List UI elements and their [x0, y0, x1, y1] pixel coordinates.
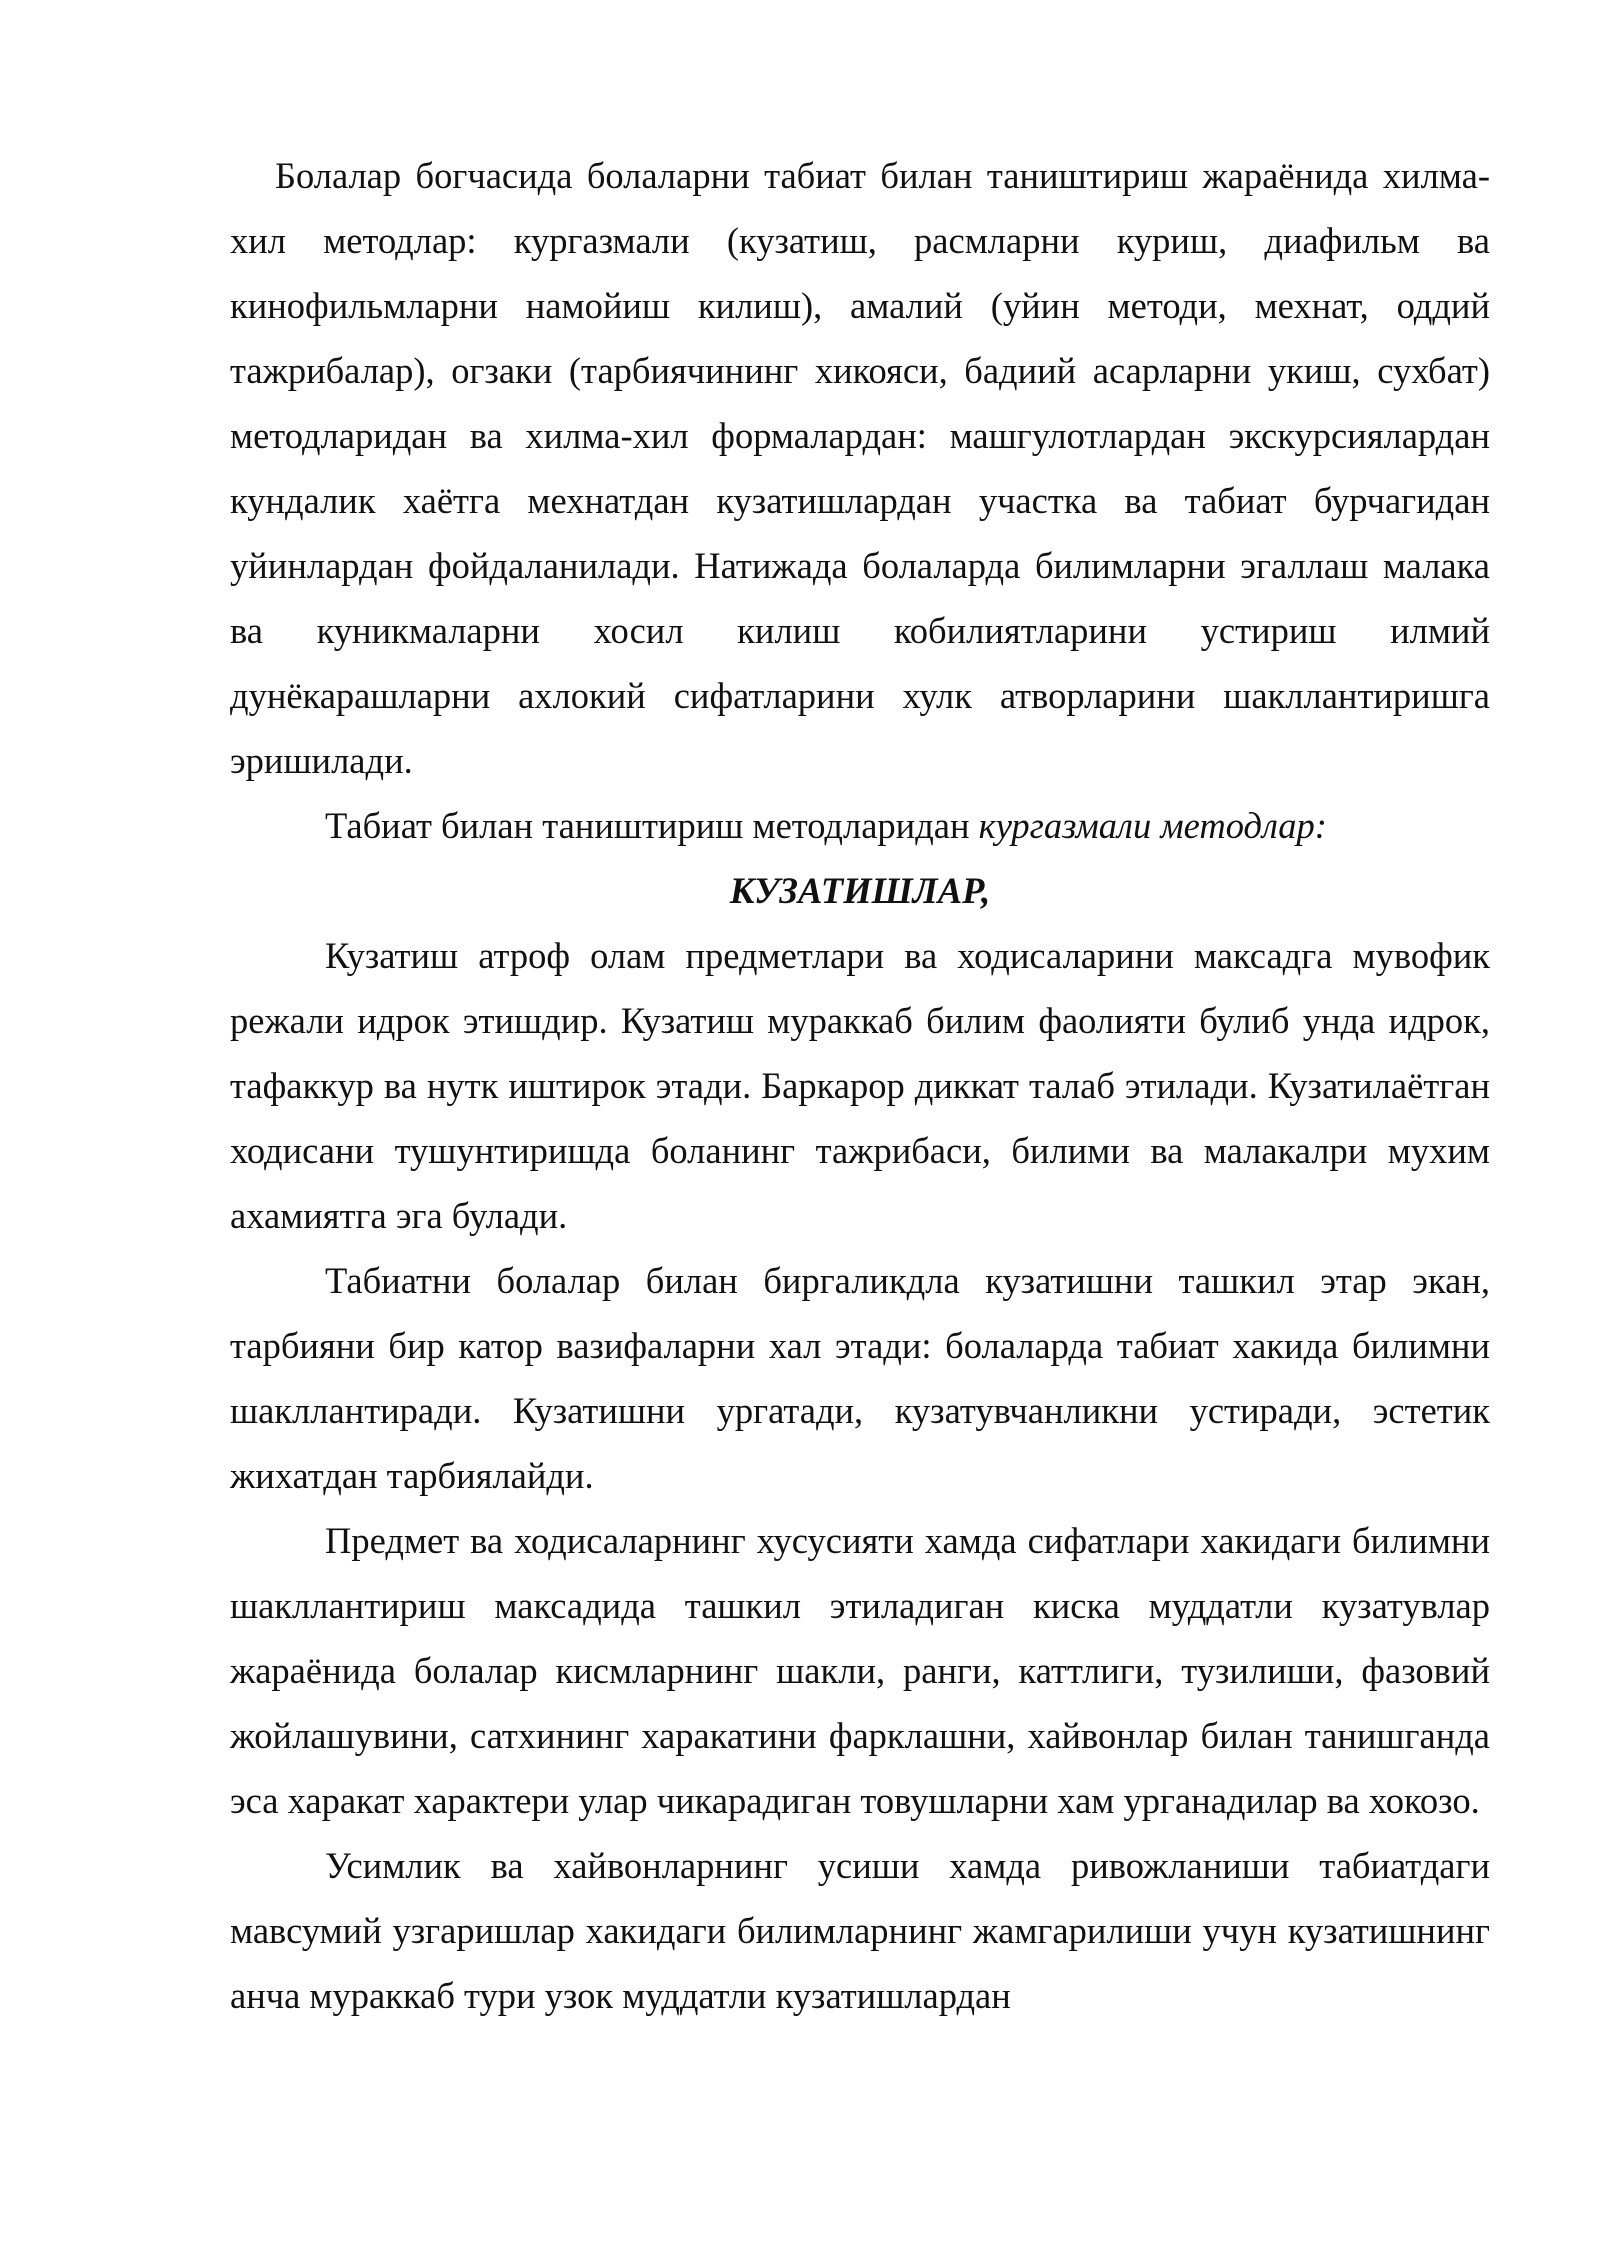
paragraph-visual-methods-intro: [230, 793, 1490, 858]
intro-italic-term: кургазмали методлар:: [978, 805, 1327, 846]
section-heading: КУЗАТИШЛАР,: [729, 870, 991, 911]
document-page: [230, 143, 1490, 2028]
paragraph-observation-tasks: Табиатни болалар билан биргаликдла кузатишни ташкил этар экан, тарбияни бир катор вазифаларни хал этади: болаларда табиат хакида билимни шакллантиради. Кузатишни ургатади, кузатувчанликни устиради, эстетик жихатдан тарбиялайди.: [230, 1260, 1490, 1496]
intro-text: Табиат билан таништириш методларидан: [325, 805, 979, 846]
paragraph-long-observations: Усимлик ва хайвонларнинг усиши хамда ривожланиши табиатдаги мавсумий узгаришлар хакидаги билимларнинг жамгарилиши учун кузатишнинг анча мураккаб тури узок муддатли кузатишлардан: [230, 1845, 1490, 2016]
paragraph-methods-overview: Болалар богчасида болаларни табиат билан таништириш жараёнида хилма-хил методлар: кургазмали (кузатиш, расмларни куриш, диафильм ва кинофильмларни намойиш килиш), амалий (уйин методи, мехнат, оддий тажрибалар), огзаки (тарбиячининг хикояси, бадиий асарларни укиш, сухбат) методларидан ва хилма-хил формалардан: машгулотлардан экскурсиялардан кундалик хаётга мехнатдан кузатишлардан участка ва табиат бурчагидан уйинлардан фойдаланилади. Натижада болаларда билимларни эгаллаш малака ва куникмаларни хосил килиш кобилиятларини устириш илмий дунёкарашларни ахлокий сифатларини хулк атворларини шакллантиришга эришилади.: [230, 155, 1490, 781]
paragraph-observation-definition: Кузатиш атроф олам предметлари ва ходисаларини максадга мувофик режали идрок этишдир. Кузатиш мураккаб билим фаолияти булиб унда идрок, тафаккур ва нутк иштирок этади. Баркарор диккат талаб этилади. Кузатилаётган ходисани тушунтиришда боланинг тажрибаси, билими ва малакалри мухим ахамиятга эга булади.: [230, 935, 1490, 1236]
paragraph-short-observations: Предмет ва ходисаларнинг хусусияти хамда сифатлари хакидаги билимни шакллантириш максадида ташкил этиладиган киска муддатли кузатувлар жараёнида болалар кисмларнинг шакли, ранги, каттлиги, тузилиши, фазовий жойлашувини, сатхининг харакатини фарклашни, хайвонлар билан танишганда эса харакат характери улар чикарадиган товушларни хам урганадилар ва хокозо.: [230, 1520, 1490, 1821]
